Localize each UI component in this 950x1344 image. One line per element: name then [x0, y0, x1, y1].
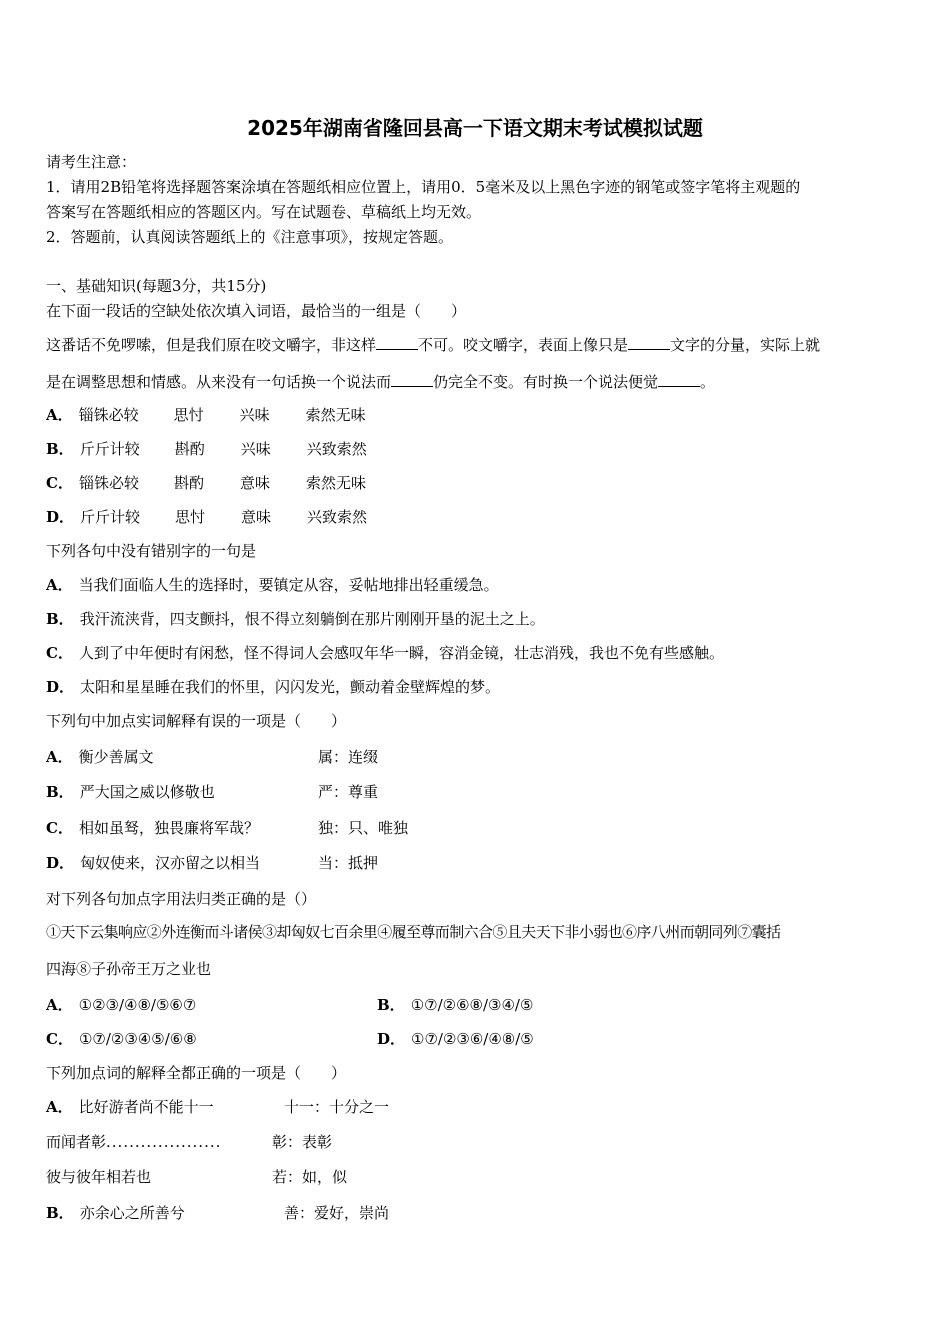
q1-stem: 在下面一段话的空缺处依次填入词语，最恰当的一组是（ ）	[46, 302, 467, 320]
q5-gloss-b1: 善：爱好，崇尚	[284, 1204, 390, 1222]
option-label: D．	[46, 854, 75, 872]
option-label: A．	[46, 1098, 73, 1116]
option-text: 相如虽驽，独畏廉将军哉？	[78, 819, 259, 837]
blank-4	[658, 372, 700, 387]
q1-passage-line-2	[46, 372, 910, 392]
page-title: 2025年湖南省隆回县高一下语文期末考试模拟试题	[247, 116, 703, 140]
option-label: C．	[46, 474, 73, 492]
option-label: D．	[46, 508, 75, 526]
blank-1	[376, 335, 418, 350]
blank-2	[628, 335, 670, 350]
q1-passage-text: 。	[700, 373, 716, 391]
q5-stem: 下列加点词的解释全都正确的一项是（ ）	[46, 1064, 347, 1082]
option-text: 严大国之威以修敬也	[79, 783, 215, 801]
q1-passage-line-1	[46, 335, 910, 355]
option-label: A．	[46, 576, 73, 594]
notice-heading: 请考生注意：	[46, 153, 137, 171]
q4-option-a[interactable]	[46, 995, 196, 1015]
q2-option-d[interactable]	[46, 677, 500, 697]
q2-option-c[interactable]	[46, 643, 724, 663]
option-text: 太阳和星星睡在我们的怀里，闪闪发光，颤动着金壁辉煌的梦。	[80, 678, 501, 696]
option-word: 兴味	[240, 440, 271, 458]
option-text: 亦余心之所善兮	[79, 1204, 185, 1222]
q5-gloss-a2: 彰：表彰	[272, 1133, 333, 1151]
dot-leader: ....................	[106, 1133, 222, 1151]
q1-passage-text: 不可。咬文嚼字，表面上像只是	[418, 336, 629, 354]
option-word: 兴致索然	[306, 440, 367, 458]
option-word: 思忖	[175, 508, 206, 526]
option-label: A．	[46, 748, 73, 766]
option-label: B．	[377, 996, 405, 1014]
option-text: ①⑦/②③⑥/④⑧/⑤	[411, 1030, 534, 1048]
notice-line-3: 2．答题前，认真阅读答题纸上的《注意事项》，按规定答题。	[46, 228, 454, 246]
option-word: 思忖	[173, 406, 204, 424]
option-label: D．	[377, 1030, 406, 1048]
notice-line-2: 答案写在答题纸相应的答题区内。写在试题卷、草稿纸上均无效。	[46, 203, 482, 221]
option-label: C．	[46, 644, 73, 662]
option-word: 锱铢必较	[78, 474, 139, 492]
q1-passage-text: 仍完全不变。有时换一个说法便觉	[433, 373, 659, 391]
section-heading: 一、基础知识(每题3分，共15分)	[46, 277, 267, 295]
option-text: 比好游者尚不能十一	[78, 1098, 214, 1116]
q5-option-b[interactable]	[46, 1203, 185, 1223]
q4-sentences-line-2: 四海⑧子孙帝王万之业也	[46, 960, 212, 978]
option-label: C．	[46, 1030, 73, 1048]
q5-option-a[interactable]	[46, 1097, 214, 1117]
option-text: 而闻者彰	[46, 1133, 107, 1151]
q3-option-b[interactable]	[46, 782, 215, 802]
option-word: 意味	[241, 508, 272, 526]
notice-line-1: 1．请用2B铅笔将选择题答案涂填在答题纸相应位置上，请用0．5毫米及以上黑色字迹的钢笔或签字笔将主观题的	[46, 178, 801, 196]
q2-option-a[interactable]	[46, 575, 499, 595]
option-word: 斟酌	[174, 440, 205, 458]
option-text: 我汗流浃背，四支颤抖，恨不得立刻躺倒在那片刚刚开垦的泥土之上。	[79, 610, 545, 628]
q3-option-d[interactable]	[46, 853, 260, 873]
option-word: 意味	[239, 474, 270, 492]
option-word: 锱铢必较	[78, 406, 139, 424]
option-label: B．	[46, 783, 74, 801]
option-text: 匈奴使来，汉亦留之以相当	[80, 854, 261, 872]
q5-gloss-a3: 若：如，似	[272, 1168, 348, 1186]
option-label: C．	[46, 819, 73, 837]
q1-passage-text: 这番话不免啰嗦，但是我们原在咬文嚼字，非这样	[46, 336, 377, 354]
option-label: B．	[46, 610, 74, 628]
option-word: 斤斤计较	[80, 508, 141, 526]
q3-gloss-a: 属：连缀	[318, 748, 379, 766]
q4-stem: 对下列各句加点字用法归类正确的是（）	[46, 890, 317, 908]
option-word: 索然无味	[305, 474, 366, 492]
q3-gloss-d: 当：抵押	[318, 854, 379, 872]
q1-option-b[interactable]	[46, 439, 367, 459]
option-label: B．	[46, 440, 74, 458]
option-word: 兴致索然	[307, 508, 368, 526]
option-text: ①②③/④⑧/⑤⑥⑦	[78, 996, 197, 1014]
option-text: ①⑦/②③④⑤/⑥⑧	[78, 1030, 197, 1048]
q5-gloss-a1: 十一：十分之一	[284, 1098, 390, 1116]
option-text: 人到了中年便时有闲愁，怪不得词人会感叹年华一瞬，容消金镜，壮志消残，我也不免有些感触。	[78, 644, 724, 662]
q5-item-a2	[46, 1132, 221, 1152]
option-label: A．	[46, 406, 73, 424]
q1-option-d[interactable]	[46, 507, 367, 527]
option-word: 索然无味	[305, 406, 366, 424]
q3-stem: 下列句中加点实词解释有误的一项是（ ）	[46, 712, 347, 730]
q3-gloss-b: 严：尊重	[318, 783, 379, 801]
option-text: 衡少善属文	[78, 748, 154, 766]
q4-option-b[interactable]	[377, 995, 533, 1015]
q1-option-a[interactable]	[46, 405, 366, 425]
q4-option-d[interactable]	[377, 1029, 534, 1049]
q4-option-c[interactable]	[46, 1029, 197, 1049]
q1-option-c[interactable]	[46, 473, 366, 493]
q2-stem: 下列各句中没有错别字的一句是	[46, 542, 257, 560]
option-label: A．	[46, 996, 73, 1014]
option-word: 斟酌	[173, 474, 204, 492]
option-text: ①⑦/②⑥⑧/③④/⑤	[410, 996, 534, 1014]
q5-item-a3: 彼与彼年相若也	[46, 1168, 152, 1186]
option-word: 兴味	[239, 406, 270, 424]
option-word: 斤斤计较	[79, 440, 140, 458]
blank-3	[391, 372, 433, 387]
q3-option-c[interactable]	[46, 818, 259, 838]
option-label: D．	[46, 678, 75, 696]
q3-gloss-c: 独：只、唯独	[318, 819, 409, 837]
q2-option-b[interactable]	[46, 609, 545, 629]
option-label: B．	[46, 1204, 74, 1222]
q1-passage-text: 文字的分量，实际上就	[670, 336, 821, 354]
option-text: 当我们面临人生的选择时，要镇定从容，妥帖地排出轻重缓急。	[78, 576, 499, 594]
q3-option-a[interactable]	[46, 747, 154, 767]
q4-sentences-line-1: ①天下云集响应②外连衡而斗诸侯③却匈奴七百余里④履至尊而制六合⑤且夫天下非小弱也⑥序八州而朝同列⑦囊括	[46, 923, 781, 941]
q1-passage-text: 是在调整思想和情感。从来没有一句话换一个说法而	[46, 373, 392, 391]
